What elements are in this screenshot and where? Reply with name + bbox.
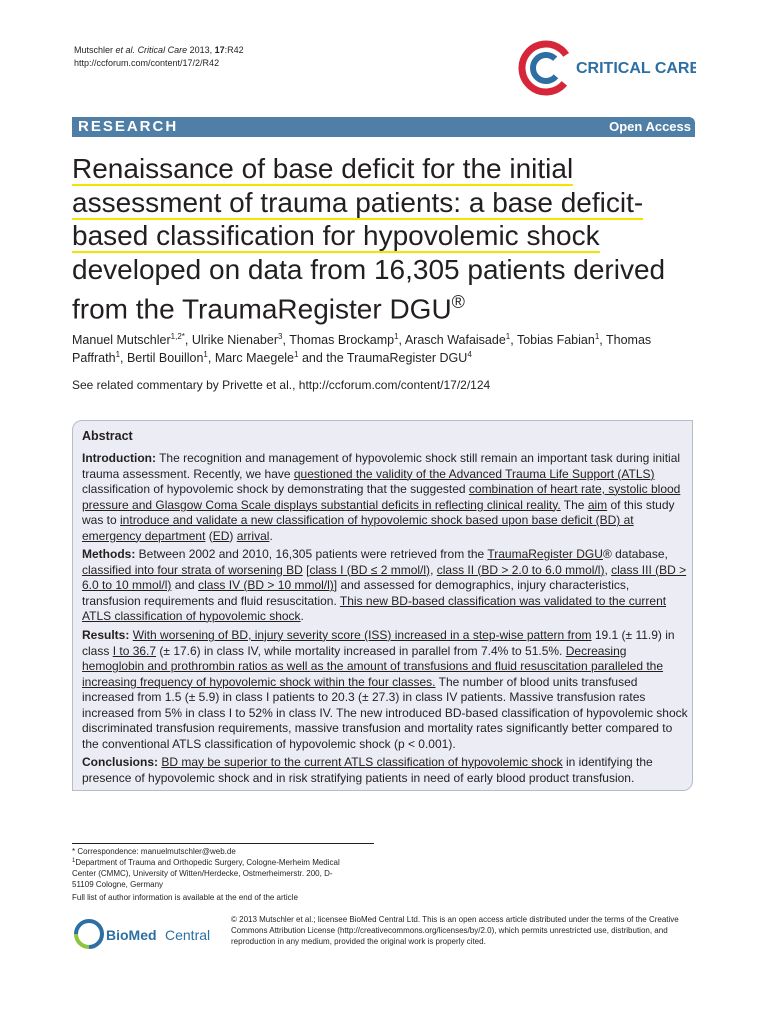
affiliation-1-cont: Center (CMMC), University of Witten/Herdecke, Ostmerheimerstr. 200, D- — [72, 869, 333, 878]
correspondence: * Correspondence: manuelmutschler@web.de — [72, 847, 236, 856]
journal-logo-text: CRITICAL CARE — [576, 60, 696, 77]
abstract-methods: Methods: Between 2002 and 2010, 16,305 patients were retrieved from the TraumaRegister DGU® database, classified into four strata of worsening BD [class I (BD ≤ 2 mmol/l), class II (BD > 2.0 to 6.0 mmol/l), class III (BD > 6.0 to 10 mmol/l) and class IV (BD > 10 mmol/l)] and assessed for demographics, injury characteristics, transfusion requirements and fluid resuscitation. This new BD-based classification was validated to the current ATLS classification of hypovolemic shock. — [82, 547, 687, 623]
author: Thomas Paffrath$^1$ — [72, 333, 652, 365]
author-list: Manuel Mutschler$^{1,2*}$, Ulrike Nienaber$^3$, Thomas Brockamp$^1$, Arasch Wafaisade$^1$, Tobias Fabian$^1$, Thomas Paffrath$^1$, Bertil Bouillon$^1$, Marc Maegele$^1$ and the TraumaRegister DGU$^4$ — [72, 332, 652, 365]
biomed-central-logo — [72, 917, 222, 951]
author: Tobias Fabian$^1$ — [516, 332, 600, 347]
header-citation — [74, 44, 244, 70]
section-banner — [72, 117, 695, 137]
article-url[interactable]: http://ccforum.com/content/17/2/R42 — [74, 58, 220, 68]
abstract-results: Results: With worsening of BD, injury severity score (ISS) increased in a step-wise pattern from 19.1 (± 11.9) in class I to 36.7 (± 17.6) in class IV, while mortality increased in parallel from 7.4% to 51.5%. Decreasing hemoglobin and prothrombin ratios as well as the amount of transfusions and fluid resuscitation paralleled the increasing frequency of hypovolemic shock within the four classes. The number of blood units transfused increased from 1.5 (± 5.9) in class I patients to 20.3 (± 27.3) in class IV patients. Massive transfusion rates increased from 5% in class I to 52% in class IV. The new introduced BD-based classification of hypovolemic shock discriminated transfusion requirements, massive transfusion and mortality rates significantly better compared to the conventional ATLS classification of hypovolemic shock (p < 0.001). — [82, 628, 688, 751]
author: Thomas Brockamp$^1$ — [289, 332, 399, 347]
license-line-1: © 2013 Mutschler et al.; licensee BioMed Central Ltd. This is an open access article distributed under the terms of the Creative — [231, 915, 679, 924]
abstract-conclusions: Conclusions: BD may be superior to the current ATLS classification of hypovolemic shock in identifying the presence of hypovolemic shock and in risk stratifying patients in need of early blood product transfusion. — [82, 755, 653, 785]
critical-care-logo — [518, 40, 696, 96]
open-access-label: Open Access — [609, 119, 691, 134]
title-line-1: Renaissance of base deficit for the initial — [72, 153, 574, 184]
author: Marc Maegele$^1$ — [214, 350, 299, 365]
title-line-5: from the TraumaRegister DGU® — [72, 292, 465, 325]
biomed-central-logo-icon — [72, 917, 222, 951]
author: Bertil Bouillon$^1$ — [126, 350, 208, 365]
related-commentary[interactable]: See related commentary by Privette et al., http://ccforum.com/content/17/2/124 — [72, 378, 491, 392]
critical-care-logo-icon — [518, 40, 696, 96]
author: the TraumaRegister DGU$^4$ — [326, 350, 472, 365]
logo-text-b: Central — [165, 927, 211, 943]
license-text — [231, 915, 691, 947]
article-title — [72, 152, 702, 326]
citation-line: Mutschler et al. Critical Care 2013, 17:R42 — [74, 45, 244, 55]
author: Arasch Wafaisade$^1$ — [404, 332, 511, 347]
affiliation-1-city: 51109 Cologne, Germany — [72, 880, 164, 889]
section-label: RESEARCH — [78, 118, 179, 135]
license-line-2: Commons Attribution License (http://creativecommons.org/licenses/by/2.0), which permits unrestricted use, distribution, and — [231, 925, 668, 935]
abstract-heading: Abstract — [82, 429, 133, 443]
author: Ulrike Nienaber$^3$ — [191, 332, 283, 347]
logo-text-a: BioMed — [106, 927, 157, 943]
author: Manuel Mutschler$^{1,2*}$ — [72, 332, 185, 347]
affiliation-1: $^1$Department of Trauma and Orthopedic Surgery, Cologne-Merheim Medical — [72, 858, 340, 867]
license-line-3: reproduction in any medium, provided the original work is properly cited. — [231, 936, 486, 946]
abstract-introduction: Introduction: The recognition and management of hypovolemic shock still remain an important task during initial trauma assessment. Recently, we have questioned the validity of the Advanced Trauma Life Support (ATLS) classification of hypovolemic shock by demonstrating that the suggested combination of heart rate, systolic blood pressure and Glasgow Coma Scale displays substantial deficits in reflecting clinical reality. The aim of this study was to introduce and validate a new classification of hypovolemic shock based upon base deficit (BD) at emergency department (ED) arrival. — [82, 451, 681, 543]
footnote-separator — [72, 843, 374, 844]
full-author-info: Full list of author information is available at the end of the article — [72, 893, 298, 902]
title-line-3: based classification for hypovolemic shock — [72, 220, 600, 251]
title-line-4: developed on data from 16,305 patients derived — [72, 253, 666, 285]
title-line-2: assessment of trauma patients: a base deficit- — [72, 186, 644, 218]
